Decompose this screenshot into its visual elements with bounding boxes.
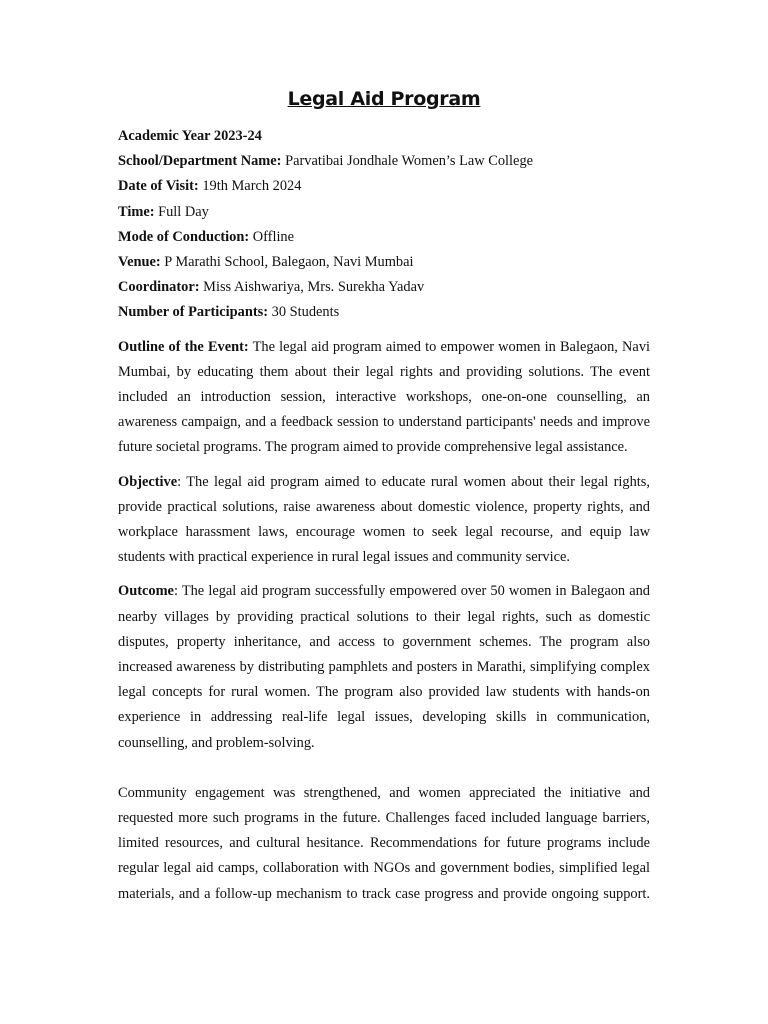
date-value: 19th March 2024 [198,178,302,195]
time-value: Full Day [154,203,209,220]
objective-text: : The legal aid program aimed to educate rural women about their legal rights, provide practical solutions, raise awareness about domestic violence, property rights, and workplace harassment laws, encourage women to seek legal recourse, and equip law students with practical experience in rural legal issues and community service. [118,473,650,566]
objective-label: Objective [118,473,178,490]
coordinator-value: Miss Aishwariya, Mrs. Surekha Yadav [199,279,425,296]
outline-label: Outline of the Event: [118,338,249,355]
time-label: Time: [118,203,155,220]
community-text: Community engagement was strengthened, and women appreciated the initiative and requested more such programs in the future. Challenges faced included language barriers, limited resources, and cultural hesitance. Recommendations for future programs include regular legal aid camps, collaboration with NGOs and government bodies, simplified legal materials, and a follow-up mechanism to track case progress and provide ongoing support. [118,784,650,902]
time-row [118,200,650,225]
school-label: School/Department Name: [118,153,282,170]
objective-paragraph [118,470,650,571]
participants-row [118,300,650,325]
mode-row [118,225,650,250]
mode-value: Offline [249,228,295,245]
document-title: Legal Aid Program [287,88,481,110]
outline-paragraph [118,335,650,461]
outcome-label: Outcome [118,583,174,600]
community-paragraph [118,781,650,907]
date-row [118,174,650,199]
outline-text: The legal aid program aimed to empower women in Balegaon, Navi Mumbai, by educating them about their legal rights and providing solutions. The event included an introduction session, interactive workshops, one-on-one counselling, an awareness campaign, and a feedback session to understand participants' needs and improve future societal programs. The program aimed to provide comprehensive legal assistance. [118,338,651,456]
date-label: Date of Visit: [118,178,199,195]
coordinator-label: Coordinator: [118,279,200,296]
school-row [118,149,650,174]
academic-year-text: Academic Year 2023-24 [118,128,262,144]
venue-row [118,250,650,275]
coordinator-row [118,275,650,300]
venue-value: P Marathi School, Balegaon, Navi Mumbai [160,254,414,271]
outcome-text: : The legal aid program successfully empowered over 50 women in Balegaon and nearby villages by providing practical solutions to their legal rights, such as domestic disputes, property inheritance, and access to government schemes. The program also increased awareness by distributing pamphlets and posters in Marathi, simplifying complex legal concepts for rural women. The program also provided law students with hands-on experience in addressing real-life legal issues, developing skills in communication, counselling, and problem-solving. [118,583,650,751]
academic-year [118,124,650,149]
participants-value: 30 Students [268,304,340,321]
venue-label: Venue: [118,254,161,271]
outcome-paragraph [118,579,650,755]
participants-label: Number of Participants: [118,304,269,321]
school-value: Parvatibai Jondhale Women’s Law College [281,153,534,170]
event-details [118,124,650,326]
mode-label: Mode of Conduction: [118,228,250,245]
